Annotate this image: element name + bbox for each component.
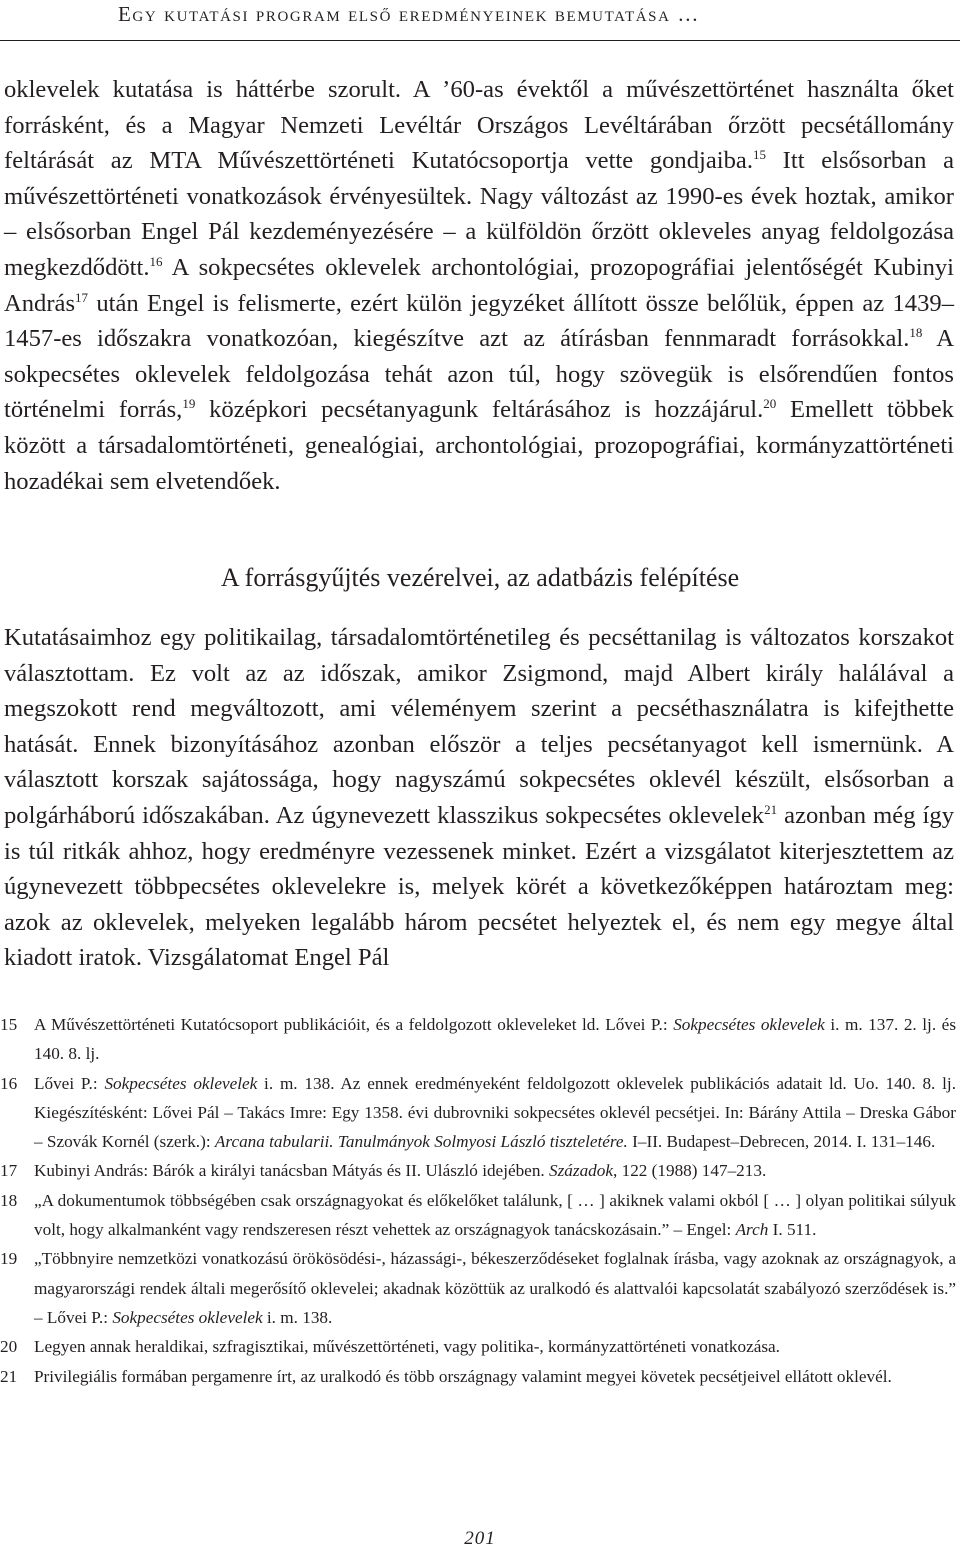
footnote-ref[interactable]: 18 (909, 324, 923, 340)
section-heading: A forrásgyűjtés vezérelvei, az adatbázis felépítése (220, 563, 740, 592)
page-number: 201 (464, 1528, 496, 1549)
text-run: A sokpecsétes oklevelek feldolgozása tehát azon túl, hogy szövegük is elsőrendűen fontos történelmi forrás, (4, 325, 954, 424)
footnote-text: Kubinyi András: Bárók a királyi tanácsban Mátyás és II. Ulászló idejében. (34, 1161, 550, 1181)
footnote-text: A Művészettörténeti Kutatócsoport publikációit, és a feldolgozott okleveleket ld. Lővei P.: (34, 1015, 674, 1034)
text-run: középkori pecsétanyagunk feltárásához is hozzájárul. (195, 396, 764, 424)
footnote (0, 1244, 956, 1332)
footnote-ref[interactable]: 21 (764, 801, 778, 817)
body-paragraph-2 (4, 620, 954, 976)
footnote-ref[interactable]: 15 (752, 147, 766, 162)
footnote-ref[interactable]: 16 (149, 253, 163, 269)
footnote-text: i. m. 138. Az ennek eredményeként feldolgozott oklevelek publikációs adatait ld. Uo. 140. 8. lj. Kiegészítésként: Lővei Pál – Takács Imre: Egy 1358. évi dubrovniki sokpecsétes oklevél pecsétjei. In: Bárány Attila – Dreska Gábor – Szovák Kornél (szerk.): (34, 1073, 956, 1152)
footnote (0, 1332, 956, 1361)
footnote-text: , 122 (1988) 147–213. (613, 1161, 767, 1181)
text-run: Itt elsősorban a művészettörténeti vonatkozások érvényesültek. Nagy változást az 1990-es évek hoztak, amikor – elsősorban Engel Pál kezdeményezésére – a külföldön őrzött okleveles anyag feldolgozása megkezdődött. (4, 147, 955, 281)
text-run: Emellett többek között a társadalomtörténeti, genealógiai, archontológiai, prozopográfiai, kormányzattörténeti hozadékai sem elvetendőek. (4, 396, 954, 495)
footnote-text: Legyen annak heraldikai, szfragisztikai, művészettörténeti, vagy politika-, kormányzattörténeti vonatkozása. (34, 1337, 780, 1357)
footnote-italic: Századok (549, 1161, 613, 1181)
footnote (0, 1156, 956, 1185)
footnote-number: 16 (0, 1073, 18, 1093)
footnote (0, 1010, 956, 1069)
footnote-number: 19 (0, 1249, 18, 1269)
text-run: után Engel is felismerte, ezért külön jegyzéket állított össze belőlük, éppen az 1439–1457-es időszakra vonatkozóan, kiegészítve azt az átírásban fennmaradt forrásokkal. (4, 289, 954, 353)
footnote-text: i. m. 137. 2. lj. és 140. 8. lj. (34, 1015, 957, 1064)
text-run: Kutatásaimhoz egy politikailag, társadalomtörténetileg és pecséttanilag is változatos korszakot választottam. Ez volt az az időszak, amikor Zsigmond, majd Albert király halálával a megszokott rend megváltozott, ami véleményem szerint a pecséthasználatra is kifejthette hatását. Ennek bizonyításához azonban először a teljes pecsétanyagot kell ismernünk. A választott korszak sajátossága, hogy nagyszámú sokpecsétes oklevél készült, elsősorban a polgárháború időszakában. Az úgynevezett klasszikus sokpecsétes oklevelek (4, 624, 954, 829)
footnote-text: Privilegiális formában pergamenre írt, az uralkodó és több országnagy valamint megyei követek pecsétjeivel ellátott oklevél. (34, 1366, 892, 1386)
footnote-italic: Arcana tabularii. Tanulmányok Solmyosi László tiszteletére. (214, 1132, 628, 1152)
footnote-italic: Sokpecsétes oklevelek (673, 1015, 825, 1034)
footnote-number: 21 (0, 1366, 18, 1386)
footnote (0, 1186, 956, 1245)
footnote-text: i. m. 138. (262, 1307, 333, 1327)
footnote-text: I–II. Budapest–Debrecen, 2014. I. 131–146. (627, 1132, 936, 1152)
footnote-text: Lővei P.: (34, 1073, 105, 1093)
body-paragraph-1 (4, 72, 954, 499)
footnote-number: 15 (0, 1015, 18, 1034)
footnote-italic: Sokpecsétes oklevelek (112, 1307, 263, 1327)
footnote-number: 20 (0, 1337, 18, 1357)
footnote-number: 17 (0, 1161, 18, 1181)
running-head: Egy kutatási program első eredményeinek bemutatása … (118, 2, 700, 26)
footnote-ref[interactable]: 17 (75, 289, 89, 305)
text-run: oklevelek kutatása is háttérbe szorult. A ’60-as évektől a művészettörténet használta őket forrásként, és a Magyar Nemzeti Levéltár Országos Levéltárában őrzött pecsétállomány feltárását az MTA Művészettörténeti Kutatócsoportja vette gondjaiba. (4, 76, 954, 175)
header-rule (0, 40, 960, 41)
footnote (0, 1362, 956, 1391)
text-run: A sokpecsétes oklevelek archontológiai, prozopográfiai jelentőségét Kubinyi András (4, 253, 954, 317)
footnote-ref[interactable]: 19 (182, 396, 196, 412)
footnote-italic: Sokpecsétes oklevelek (104, 1073, 258, 1093)
footnote-text: „Többnyire nemzetközi vonatkozású örökösödési-, házassági-, békeszerződéseket foglalnak írásba, vagy azoknak az országnagyok, a magyarországi rendek általi megerősítő oklevelei; akadnak közöttük az uralkodó és alattvalói kapcsolatát szabályozó szerződések is.” – Lővei P.: (34, 1249, 956, 1327)
footnotes (0, 1010, 960, 1391)
footnote-ref[interactable]: 20 (763, 396, 777, 412)
footnote-italic: Arch (735, 1220, 769, 1240)
footnote (0, 1069, 956, 1157)
footnote-number: 18 (0, 1190, 18, 1210)
text-run: azonban még így is túl ritkák ahhoz, hogy eredményre vezessenek minket. Ezért a vizsgálatot kiterjesztettem az úgynevezett többpecsétes oklevelekre is, melyek körét a következőképpen határoztam meg: azok az oklevelek, melyeken legalább három pecsétet helyeztek el, és nem egy megye által kiadott iratok. Vizsgálatomat Engel Pál (4, 801, 954, 972)
footnote-text: „A dokumentumok többségében csak országnagyokat és előkelőket találunk, [ … ] akiknek valami okból [ … ] olyan politikai súlyuk volt, hogy alkalmanként vagy rendszeresen részt vehettek az országnagyok tanácskozásain.” – Engel: (34, 1190, 956, 1240)
footnote-text: I. 511. (768, 1220, 817, 1240)
